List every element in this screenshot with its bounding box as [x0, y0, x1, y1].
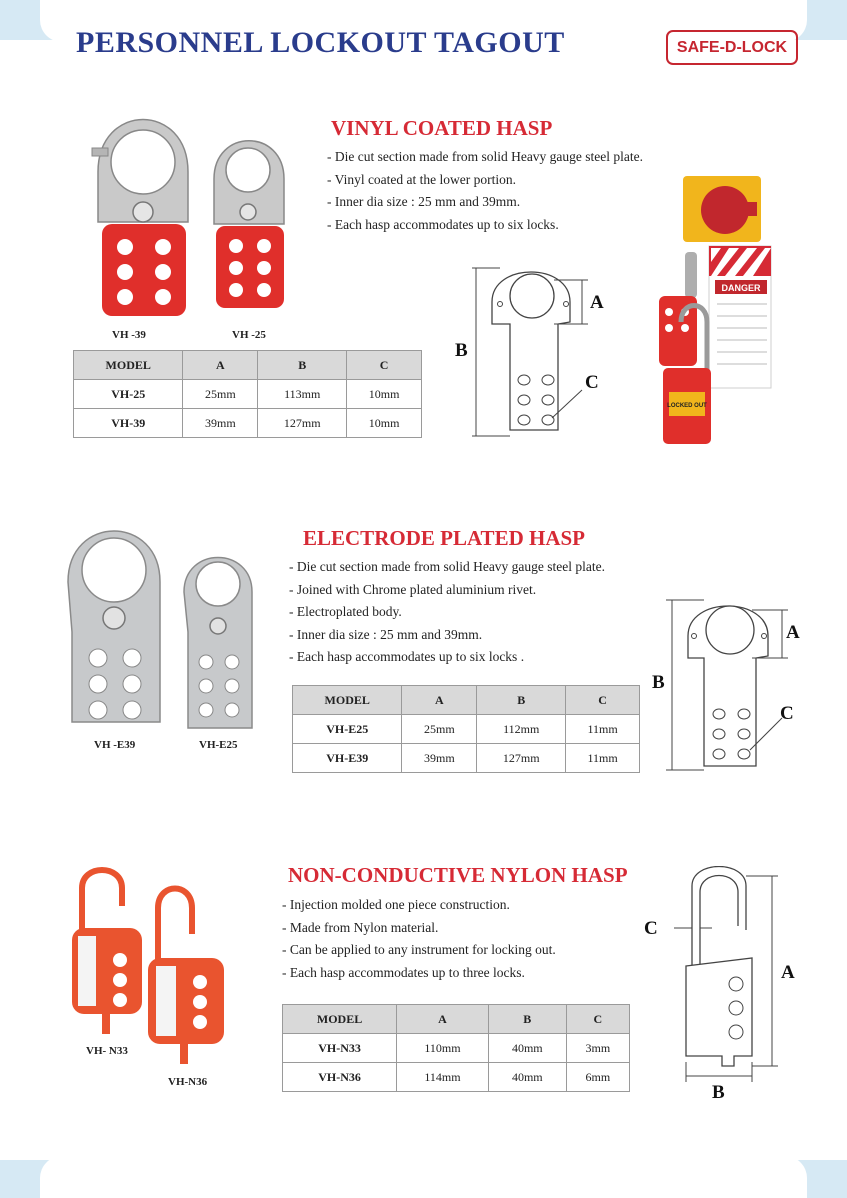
feature-list-electrode — [289, 556, 605, 669]
column-header: MODEL — [293, 686, 402, 715]
table-row — [283, 1063, 630, 1092]
section-title-nylon: NON-CONDUCTIVE NYLON HASP — [288, 863, 628, 887]
diagram-label: A — [781, 962, 795, 983]
table-cell: VH-E39 — [293, 744, 402, 773]
feature-item: - Each hasp accommodates up to six locks. — [327, 216, 559, 232]
feature-item: - Inner dia size : 25 mm and 39mm. — [327, 194, 521, 209]
photo-caption: VH -E39 — [94, 739, 136, 751]
table-cell: 40mm — [488, 1034, 566, 1063]
section-title-electrode: ELECTRODE PLATED HASP — [303, 526, 585, 550]
diagram-label: A — [590, 292, 604, 313]
section-title-vinyl: VINYL COATED HASP — [331, 116, 553, 140]
column-header: C — [566, 686, 640, 715]
electrode-hasp-photo — [60, 522, 265, 732]
feature-item: - Inner dia size : 25 mm and 39mm. — [289, 626, 483, 642]
feature-item: - Die cut section made from solid Heavy gauge steel plate. — [289, 559, 606, 574]
brand-logo: SAFE-D-LOCK — [666, 30, 798, 65]
table-cell: 127mm — [258, 409, 347, 438]
column-header: B — [477, 686, 566, 715]
column-header: MODEL — [74, 351, 183, 380]
feature-list-vinyl — [327, 146, 643, 236]
hasp-n36-image — [148, 889, 224, 1065]
diagram-label: B — [652, 672, 665, 693]
table-cell: 25mm — [402, 715, 477, 744]
feature-item: - Vinyl coated at the lower portion. — [327, 171, 517, 187]
table-cell: 113mm — [258, 380, 347, 409]
diagram-label: C — [780, 703, 794, 724]
table-header-row — [74, 351, 422, 380]
feature-item: - Joined with Chrome plated aluminium rivet. — [289, 581, 537, 597]
column-header: A — [402, 686, 477, 715]
table-cell: VH-25 — [74, 380, 183, 409]
table-cell: 25mm — [183, 380, 258, 409]
table-row — [293, 715, 640, 744]
table-header-row — [293, 686, 640, 715]
spec-table-electrode — [292, 685, 640, 773]
lockout-tag-photo — [655, 172, 775, 450]
table-cell: 39mm — [402, 744, 477, 773]
hasp-vh39-image — [92, 120, 188, 317]
hasp-n33-image — [72, 870, 142, 1034]
bottom-banner-card — [40, 1156, 807, 1198]
photo-caption: VH- N33 — [86, 1045, 128, 1057]
column-header: B — [488, 1005, 566, 1034]
diagram-label: A — [786, 622, 800, 643]
column-header: A — [183, 351, 258, 380]
table-cell: 110mm — [397, 1034, 489, 1063]
feature-item: - Made from Nylon material. — [282, 919, 439, 935]
column-header: B — [258, 351, 347, 380]
nylon-hasp-diagram — [672, 866, 782, 1086]
table-cell: 6mm — [566, 1063, 629, 1092]
table-row — [283, 1034, 630, 1063]
table-cell: 40mm — [488, 1063, 566, 1092]
hasp-vh25-image — [214, 141, 284, 308]
table-cell: 10mm — [347, 380, 422, 409]
column-header: A — [397, 1005, 489, 1034]
table-row — [293, 744, 640, 773]
feature-item: - Injection molded one piece construction. — [282, 897, 510, 912]
table-cell: VH-E25 — [293, 715, 402, 744]
photo-caption: VH -39 — [112, 329, 146, 341]
table-cell: 112mm — [477, 715, 566, 744]
feature-item: - Each hasp accommodates up to six locks . — [289, 649, 525, 664]
lock-label-text: LOCKED OUT — [667, 403, 707, 409]
hasp-ve39-image — [68, 531, 160, 722]
photo-caption: VH -25 — [232, 329, 266, 341]
table-cell: 39mm — [183, 409, 258, 438]
column-header: C — [347, 351, 422, 380]
feature-item: - Electroplated body. — [289, 604, 402, 619]
photo-caption: VH-E25 — [199, 739, 238, 751]
feature-item: - Can be applied to any instrument for locking out. — [282, 942, 556, 957]
table-cell: 11mm — [566, 715, 640, 744]
vinyl-hasp-diagram — [470, 262, 590, 442]
table-cell: 114mm — [397, 1063, 489, 1092]
table-cell: 11mm — [566, 744, 640, 773]
feature-item: - Die cut section made from solid Heavy gauge steel plate. — [327, 149, 644, 164]
column-header: C — [566, 1005, 629, 1034]
hasp-ve25-image — [184, 558, 252, 729]
vinyl-hasp-photo — [88, 112, 298, 322]
column-header: MODEL — [283, 1005, 397, 1034]
table-row — [74, 380, 422, 409]
table-cell: VH-N33 — [283, 1034, 397, 1063]
diagram-label: B — [455, 340, 468, 361]
table-cell: VH-N36 — [283, 1063, 397, 1092]
table-header-row — [283, 1005, 630, 1034]
feature-list-nylon — [282, 894, 556, 984]
feature-item: - Each hasp accommodates up to three locks. — [282, 964, 525, 980]
spec-table-vinyl — [73, 350, 422, 438]
page-title: PERSONNEL LOCKOUT TAGOUT — [76, 26, 565, 59]
spec-table-nylon — [282, 1004, 630, 1092]
table-cell: 10mm — [347, 409, 422, 438]
table-cell: 3mm — [566, 1034, 629, 1063]
table-row — [74, 409, 422, 438]
diagram-label: C — [585, 372, 599, 393]
table-cell: 127mm — [477, 744, 566, 773]
electrode-hasp-diagram — [664, 596, 794, 776]
table-cell: VH-39 — [74, 409, 183, 438]
tag-header-text: DANGER — [721, 283, 761, 293]
diagram-label: B — [712, 1082, 725, 1103]
photo-caption: VH-N36 — [168, 1076, 208, 1088]
diagram-label: C — [644, 918, 658, 939]
